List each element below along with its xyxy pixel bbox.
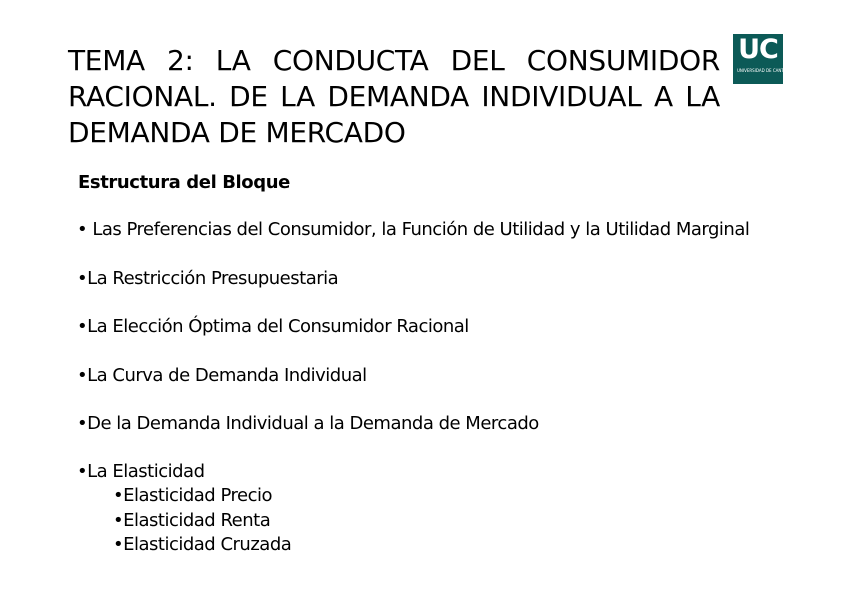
list-item: • Las Preferencias del Consumidor, la Función de Utilidad y la Utilidad Marginal xyxy=(77,219,750,240)
list-item: •La Restricción Presupuestaria xyxy=(77,268,339,289)
sub-list-item: •Elasticidad Cruzada xyxy=(113,534,292,555)
uc-logo xyxy=(733,34,796,84)
logo-letters: UC xyxy=(738,34,778,65)
list-item: •La Elasticidad xyxy=(77,461,205,482)
list-item: •La Curva de Demanda Individual xyxy=(77,365,367,386)
sub-list-item: •Elasticidad Precio xyxy=(113,485,272,506)
section-heading: Estructura del Bloque xyxy=(78,172,290,193)
sub-list-item: •Elasticidad Renta xyxy=(113,510,271,531)
list-item: •La Elección Óptima del Consumidor Racional xyxy=(77,316,469,337)
logo-subtitle: UNIVERSIDAD DE CANTABRIA xyxy=(737,68,796,73)
slide-title: TEMA 2: LA CONDUCTA DEL CONSUMIDOR RACIONAL. DE LA DEMANDA INDIVIDUAL A LA DEMANDA DE MERCADO xyxy=(68,44,720,149)
list-item: •De la Demanda Individual a la Demanda de Mercado xyxy=(77,413,539,434)
